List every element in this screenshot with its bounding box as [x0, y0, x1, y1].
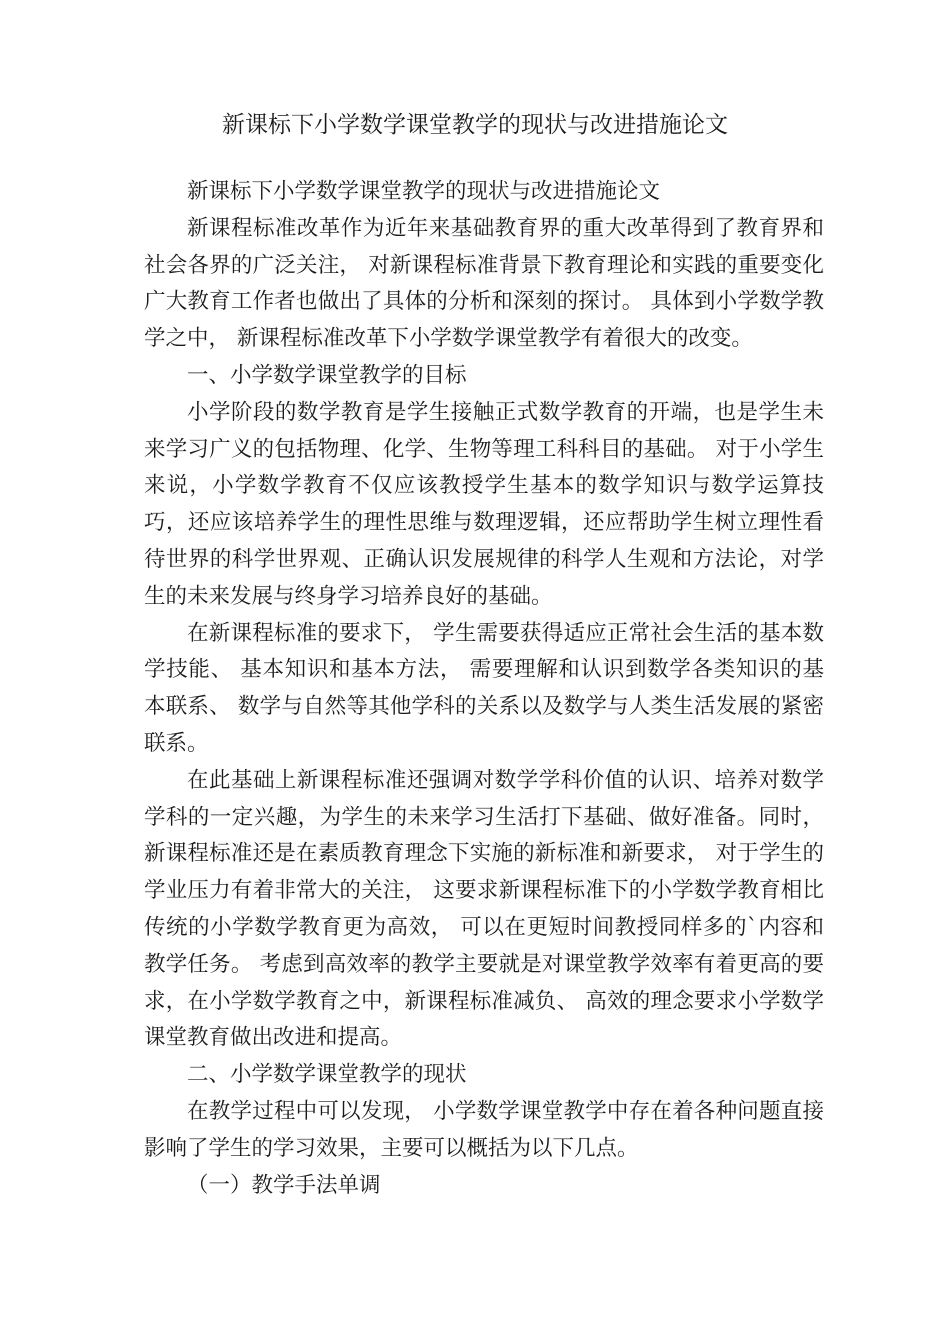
paragraph-goal-2: 在新课程标准的要求下， 学生需要获得适应正常社会生活的基本数学技能、 基本知识和基本方法， 需要理解和认识到数学各类知识的基本联系、 数学与自然等其他学科的关系以及数学与人类生活发展的紧密联系。 — [144, 620, 824, 756]
document-body — [144, 174, 824, 1204]
section-heading-2: 二、小学数学课堂教学的现状 — [187, 1062, 467, 1088]
section-heading-1: 一、小学数学课堂教学的目标 — [187, 362, 467, 388]
subsection-heading-1: （一）教学手法单调 — [187, 1172, 381, 1198]
paragraph-subtitle: 新课标下小学数学课堂教学的现状与改进措施论文 — [187, 179, 661, 204]
paragraph-goal-3: 在此基础上新课程标准还强调对数学学科价值的认识、培养对数学学科的一定兴趣，为学生的未来学习生活打下基础、做好准备。同时， 新课程标准还是在素质教育理念下实施的新标准和新要求， 对于学生的学业压力有着非常大的关注， 这要求新课程标准下的小学数学教育相比传统的小学数学教育更为高效， 可以在更短时间教授同样多的`内容和教学任务。 考虑到高效率的教学主要就是对课堂教学效率有着更高的要求，在小学数学教育之中，新课程标准减负、 高效的理念要求小学数学课堂教育做出改进和提高。 — [144, 767, 824, 1051]
document-title: 新课标下小学数学课堂教学的现状与改进措施论文 — [222, 112, 728, 138]
paragraph-status-1: 在教学过程中可以发现， 小学数学课堂教学中存在着各种问题直接影响了学生的学习效果，主要可以概括为以下几点。 — [144, 1098, 824, 1161]
paragraph-intro: 新课程标准改革作为近年来基础教育界的重大改革得到了教育界和社会各界的广泛关注， 对新课程标准背景下教育理论和实践的重要变化广大教育工作者也做出了具体的分析和深刻的探讨。 具体到小学数学教学之中， 新课程标准改革下小学数学课堂教学有着很大的改变。 — [144, 215, 824, 352]
paragraph-goal-1: 小学阶段的数学教育是学生接触正式数学教育的开端，也是学生未来学习广义的包括物理、化学、生物等理工科科目的基础。 对于小学生来说，小学数学教育不仅应该教授学生基本的数学知识与数学运算技巧，还应该培养学生的理性思维与数理逻辑，还应帮助学生树立理性看待世界的科学世界观、正确认识发展规律的科学人生观和方法论，对学生的未来发展与终身学习培养良好的基础。 — [144, 399, 824, 609]
